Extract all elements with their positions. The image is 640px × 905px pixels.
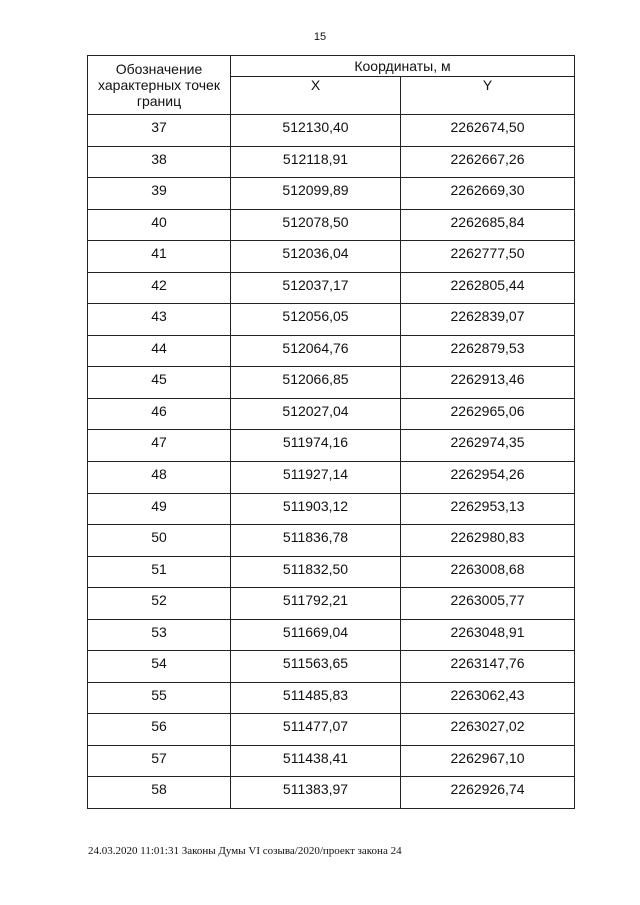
y-coordinate-cell-text: 2263008,68 xyxy=(450,560,525,577)
point-cell xyxy=(88,588,231,620)
x-coordinate-cell xyxy=(231,367,401,399)
y-coordinate-cell xyxy=(401,714,575,746)
point-designation-header: Обозначение характерных точек границ xyxy=(88,56,231,115)
x-coordinate-cell xyxy=(231,556,401,588)
y-coordinate-cell xyxy=(401,430,575,462)
x-coordinate-cell xyxy=(231,588,401,620)
x-coordinate-cell xyxy=(231,651,401,683)
y-coordinate-cell xyxy=(401,682,575,714)
table-row xyxy=(88,272,575,304)
y-coordinate-cell xyxy=(401,556,575,588)
y-coordinate-cell-text: 2262879,53 xyxy=(450,339,525,356)
point-cell xyxy=(88,272,231,304)
table-body xyxy=(88,115,575,809)
x-coordinate-cell xyxy=(231,398,401,430)
x-column-header: X xyxy=(231,77,401,115)
point-cell xyxy=(88,745,231,777)
y-coordinate-cell xyxy=(401,146,575,178)
x-coordinate-cell-text: 511438,41 xyxy=(282,749,349,766)
table-row xyxy=(88,525,575,557)
point-cell xyxy=(88,146,231,178)
point-cell-text: 54 xyxy=(151,655,167,672)
x-coordinate-cell-text: 511485,83 xyxy=(282,686,349,703)
point-cell-text: 55 xyxy=(151,686,167,703)
point-cell-text: 57 xyxy=(151,749,167,766)
y-coordinate-cell xyxy=(401,335,575,367)
table-row xyxy=(88,493,575,525)
point-cell xyxy=(88,493,231,525)
y-coordinate-cell xyxy=(401,588,575,620)
point-cell xyxy=(88,777,231,809)
x-coordinate-cell xyxy=(231,209,401,241)
y-coordinate-cell xyxy=(401,651,575,683)
point-cell xyxy=(88,367,231,399)
point-cell-text: 42 xyxy=(151,276,167,293)
table-row xyxy=(88,178,575,210)
x-coordinate-cell xyxy=(231,777,401,809)
x-coordinate-cell xyxy=(231,619,401,651)
point-cell-text: 44 xyxy=(151,339,167,356)
x-coordinate-cell-text: 512027,04 xyxy=(282,402,349,419)
document-footer: 24.03.2020 11:01:31 Законы Думы VI созыва/2020/проект закона 24 xyxy=(88,845,402,857)
table-row xyxy=(88,430,575,462)
point-cell xyxy=(88,525,231,557)
y-coordinate-cell xyxy=(401,115,575,147)
table-row xyxy=(88,304,575,336)
table-row xyxy=(88,209,575,241)
y-coordinate-cell-text: 2262967,10 xyxy=(450,749,525,766)
table-row xyxy=(88,745,575,777)
y-coordinate-cell xyxy=(401,209,575,241)
table-row xyxy=(88,714,575,746)
y-coordinate-cell xyxy=(401,304,575,336)
point-cell xyxy=(88,241,231,273)
y-coordinate-cell xyxy=(401,272,575,304)
x-coordinate-cell xyxy=(231,714,401,746)
point-cell-text: 46 xyxy=(151,402,167,419)
x-coordinate-cell-text: 512064,76 xyxy=(282,339,349,356)
x-coordinate-cell-text: 512036,04 xyxy=(282,245,349,262)
y-coordinate-cell xyxy=(401,745,575,777)
point-cell xyxy=(88,115,231,147)
page-number: 15 xyxy=(313,31,327,43)
point-cell xyxy=(88,430,231,462)
y-coordinate-cell-text: 2263005,77 xyxy=(450,592,525,609)
point-cell-text: 48 xyxy=(151,466,167,483)
x-coordinate-cell-text: 512099,89 xyxy=(282,182,349,199)
point-cell xyxy=(88,304,231,336)
table-row xyxy=(88,115,575,147)
y-coordinate-cell xyxy=(401,777,575,809)
x-coordinate-cell-text: 511836,78 xyxy=(282,529,349,546)
y-coordinate-cell xyxy=(401,462,575,494)
y-coordinate-cell-text: 2262980,83 xyxy=(450,529,525,546)
point-cell xyxy=(88,714,231,746)
point-cell-text: 50 xyxy=(151,529,167,546)
y-coordinate-cell xyxy=(401,619,575,651)
x-coordinate-cell-text: 511792,21 xyxy=(282,592,349,609)
x-coordinate-cell xyxy=(231,272,401,304)
x-coordinate-cell xyxy=(231,115,401,147)
point-cell xyxy=(88,335,231,367)
point-cell-text: 47 xyxy=(151,434,167,451)
x-coordinate-cell-text: 511669,04 xyxy=(282,623,349,640)
coordinates-header: Координаты, м xyxy=(231,56,575,77)
y-coordinate-cell-text: 2263062,43 xyxy=(450,686,525,703)
table-row xyxy=(88,367,575,399)
y-coordinate-cell xyxy=(401,493,575,525)
table-row xyxy=(88,777,575,809)
y-coordinate-cell-text: 2262805,44 xyxy=(450,276,525,293)
x-coordinate-cell-text: 512130,40 xyxy=(282,119,349,135)
y-coordinate-cell-text: 2262667,26 xyxy=(450,150,525,167)
y-column-header: Y xyxy=(401,77,575,115)
x-coordinate-cell-text: 511832,50 xyxy=(282,560,349,577)
x-coordinate-cell xyxy=(231,682,401,714)
point-cell-text: 51 xyxy=(151,560,167,577)
y-coordinate-cell xyxy=(401,241,575,273)
y-coordinate-cell-text: 2262839,07 xyxy=(450,308,525,325)
x-coordinate-cell-text: 512037,17 xyxy=(282,276,349,293)
point-cell-text: 39 xyxy=(151,182,167,199)
point-cell-text: 45 xyxy=(151,371,167,388)
x-coordinate-cell xyxy=(231,493,401,525)
point-cell-text: 52 xyxy=(151,592,167,609)
table-row xyxy=(88,146,575,178)
table-row xyxy=(88,335,575,367)
y-coordinate-cell-text: 2262685,84 xyxy=(450,213,525,230)
x-coordinate-cell-text: 512056,05 xyxy=(282,308,349,325)
y-coordinate-cell-text: 2262954,26 xyxy=(450,466,525,483)
x-coordinate-cell xyxy=(231,241,401,273)
x-coordinate-cell xyxy=(231,462,401,494)
table-row xyxy=(88,556,575,588)
y-coordinate-cell-text: 2263048,91 xyxy=(450,623,525,640)
x-coordinate-cell xyxy=(231,335,401,367)
x-coordinate-cell xyxy=(231,525,401,557)
y-coordinate-cell-text: 2262669,30 xyxy=(450,182,525,199)
point-cell xyxy=(88,209,231,241)
coordinates-table xyxy=(87,55,575,809)
y-coordinate-cell-text: 2262913,46 xyxy=(450,371,525,388)
point-cell xyxy=(88,682,231,714)
point-cell xyxy=(88,556,231,588)
x-coordinate-cell-text: 511903,12 xyxy=(282,497,349,514)
table-row xyxy=(88,398,575,430)
point-cell-text: 38 xyxy=(151,150,167,167)
point-cell xyxy=(88,651,231,683)
table-row xyxy=(88,682,575,714)
point-cell xyxy=(88,619,231,651)
point-cell-text: 37 xyxy=(151,119,167,135)
y-coordinate-cell-text: 2262953,13 xyxy=(450,497,525,514)
y-coordinate-cell-text: 2262974,35 xyxy=(450,434,525,451)
table-row xyxy=(88,462,575,494)
point-cell-text: 43 xyxy=(151,308,167,325)
table-row xyxy=(88,651,575,683)
x-coordinate-cell-text: 511383,97 xyxy=(282,781,349,798)
x-coordinate-cell xyxy=(231,745,401,777)
point-cell-text: 56 xyxy=(151,718,167,735)
point-cell xyxy=(88,462,231,494)
x-coordinate-cell-text: 511477,07 xyxy=(282,718,349,735)
x-coordinate-cell xyxy=(231,146,401,178)
y-coordinate-cell xyxy=(401,398,575,430)
y-coordinate-cell-text: 2263147,76 xyxy=(450,655,525,672)
table-row xyxy=(88,241,575,273)
point-cell-text: 53 xyxy=(151,623,167,640)
y-coordinate-cell-text: 2262674,50 xyxy=(450,119,525,135)
y-coordinate-cell xyxy=(401,178,575,210)
x-coordinate-cell-text: 512066,85 xyxy=(282,371,349,388)
y-coordinate-cell-text: 2262965,06 xyxy=(450,402,525,419)
point-cell-text: 40 xyxy=(151,213,167,230)
point-cell xyxy=(88,398,231,430)
x-coordinate-cell-text: 512078,50 xyxy=(282,213,349,230)
table-row xyxy=(88,588,575,620)
x-coordinate-cell-text: 511563,65 xyxy=(282,655,349,672)
x-coordinate-cell xyxy=(231,304,401,336)
y-coordinate-cell xyxy=(401,367,575,399)
x-coordinate-cell xyxy=(231,178,401,210)
y-coordinate-cell-text: 2262777,50 xyxy=(450,245,525,262)
point-cell xyxy=(88,178,231,210)
x-coordinate-cell-text: 511974,16 xyxy=(282,434,349,451)
y-coordinate-cell-text: 2262926,74 xyxy=(450,781,525,798)
point-cell-text: 41 xyxy=(151,245,167,262)
y-coordinate-cell xyxy=(401,525,575,557)
point-cell-text: 49 xyxy=(151,497,167,514)
x-coordinate-cell-text: 512118,91 xyxy=(282,150,349,167)
y-coordinate-cell-text: 2263027,02 xyxy=(450,718,525,735)
table-row xyxy=(88,619,575,651)
x-coordinate-cell xyxy=(231,430,401,462)
point-cell-text: 58 xyxy=(151,781,167,798)
x-coordinate-cell-text: 511927,14 xyxy=(282,466,349,483)
